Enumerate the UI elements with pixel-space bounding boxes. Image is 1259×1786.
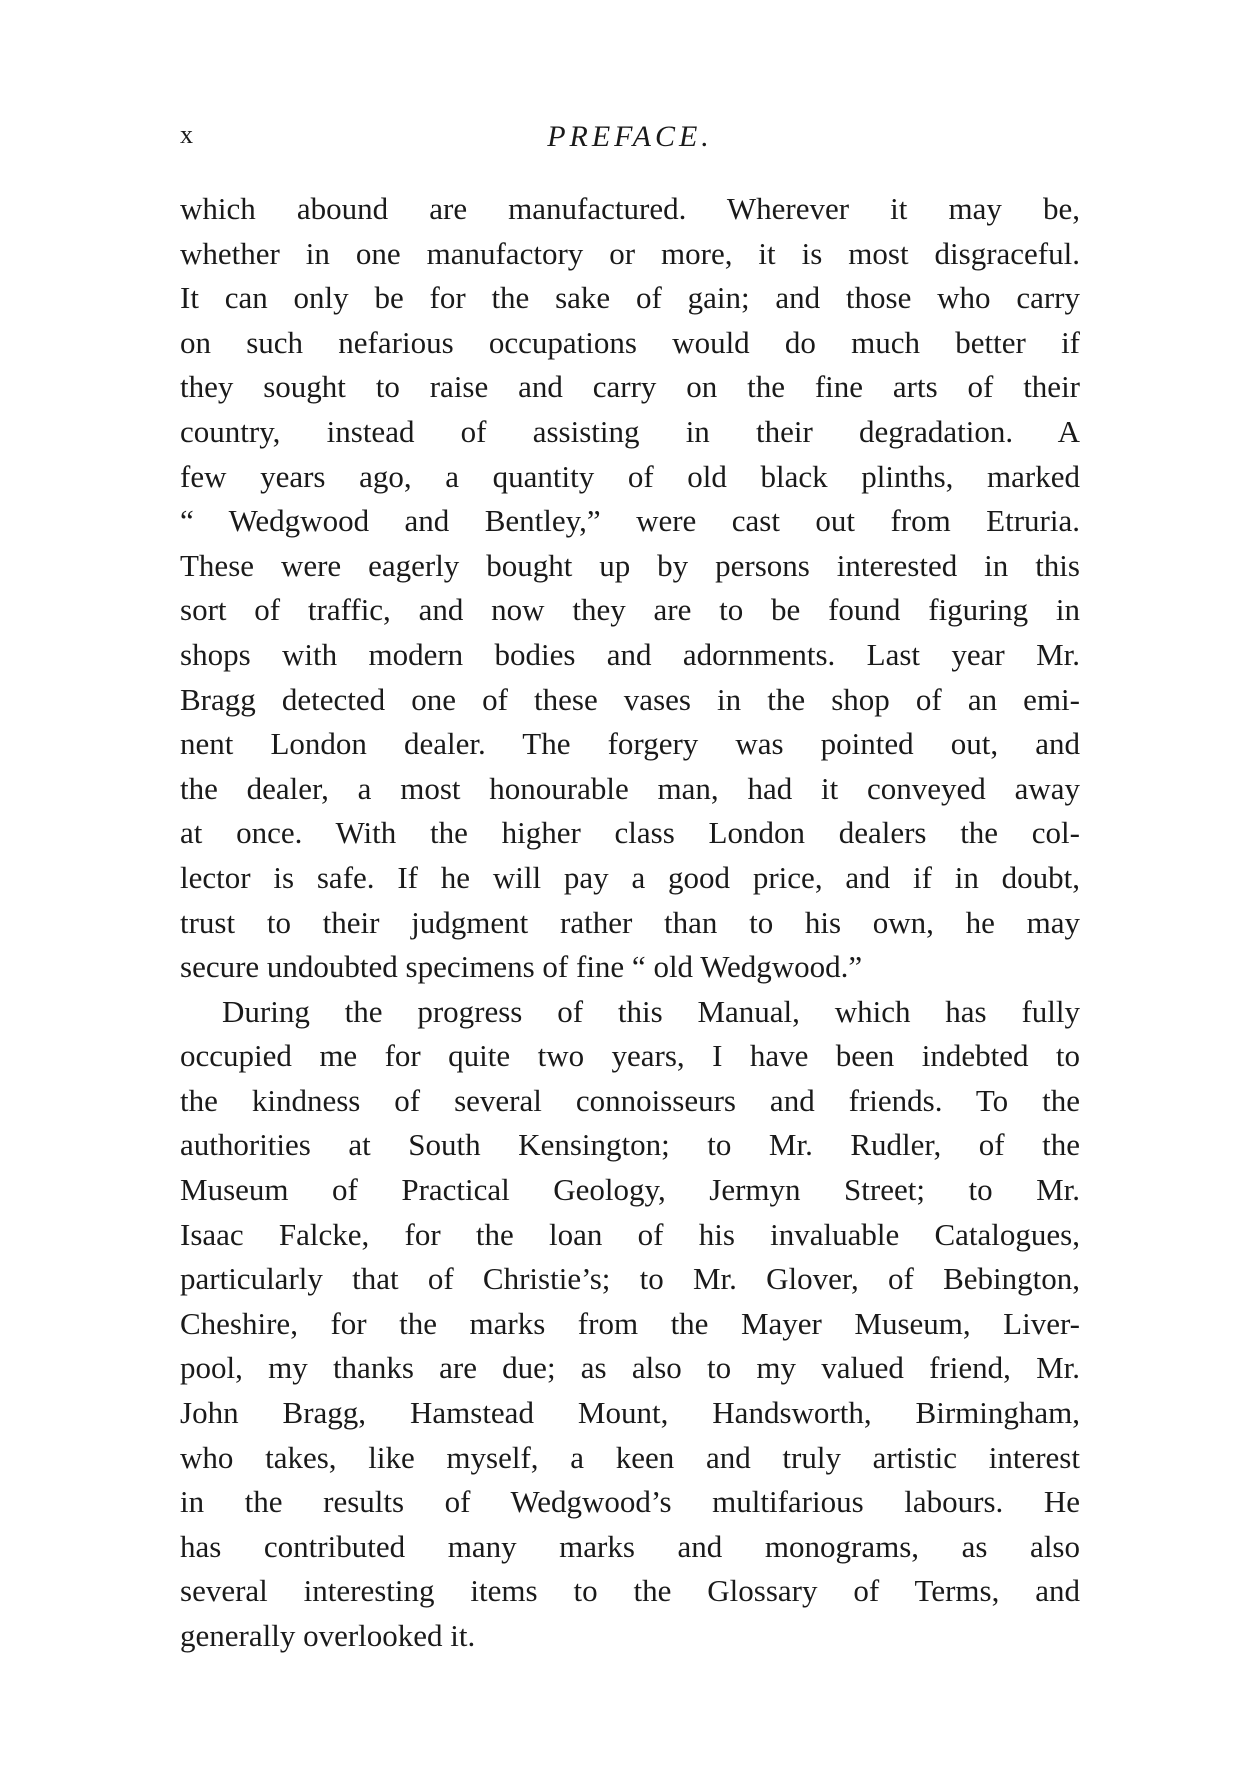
text-line: in the results of Wedgwood’s multifarious labours. He [180, 1484, 1080, 1520]
text-line: the dealer, a most honourable man, had it conveyed away [180, 770, 1080, 806]
text-line: During the progress of this Manual, which has fully [222, 993, 1080, 1029]
text-line: shops with modern bodies and adornments. Last year Mr. [180, 636, 1080, 672]
body-text [180, 187, 1080, 1659]
text-line: Cheshire, for the marks from the Mayer Museum, Liver- [180, 1305, 1080, 1341]
page-header [180, 120, 1080, 160]
text-line: generally overlooked it. [180, 1618, 476, 1653]
text-line: nent London dealer. The forgery was pointed out, and [180, 726, 1080, 762]
text-line: authorities at South Kensington; to Mr. Rudler, of the [180, 1127, 1080, 1163]
text-line: several interesting items to the Glossary of Terms, and [180, 1573, 1080, 1609]
text-line: has contributed many marks and monograms, as also [180, 1528, 1080, 1564]
text-line: trust to their judgment rather than to his own, he may [180, 904, 1080, 940]
text-line: occupied me for quite two years, I have been indebted to [180, 1038, 1080, 1074]
text-line: “ Wedgwood and Bentley,” were cast out from Etruria. [180, 503, 1080, 539]
page-number: x [180, 120, 194, 149]
text-line: particularly that of Christie’s; to Mr. Glover, of Bebington, [180, 1261, 1080, 1297]
text-line: at once. With the higher class London dealers the col- [180, 815, 1080, 851]
text-line: Isaac Falcke, for the loan of his invaluable Catalogues, [180, 1216, 1080, 1252]
text-line: few years ago, a quantity of old black plinths, marked [180, 458, 1080, 494]
text-line: It can only be for the sake of gain; and those who carry [180, 280, 1080, 316]
text-line: which abound are manufactured. Wherever it may be, [180, 191, 1080, 226]
text-line: they sought to raise and carry on the fine arts of their [180, 369, 1080, 405]
text-line: Bragg detected one of these vases in the shop of an emi- [180, 681, 1080, 717]
text-line: whether in one manufactory or more, it is most disgraceful. [180, 235, 1080, 271]
text-line: lector is safe. If he will pay a good price, and if in doubt, [180, 859, 1080, 895]
text-line: pool, my thanks are due; as also to my valued friend, Mr. [180, 1350, 1080, 1386]
running-head: PREFACE. [547, 120, 713, 153]
text-line: Museum of Practical Geology, Jermyn Street; to Mr. [180, 1172, 1080, 1208]
text-line: who takes, like myself, a keen and truly artistic interest [180, 1439, 1080, 1475]
text-line: These were eagerly bought up by persons interested in this [180, 547, 1080, 583]
text-line: country, instead of assisting in their degradation. A [180, 413, 1080, 449]
text-line: the kindness of several connoisseurs and friends. To the [180, 1082, 1080, 1118]
text-line: sort of traffic, and now they are to be found figuring in [180, 592, 1080, 628]
text-line: John Bragg, Hamstead Mount, Handsworth, Birmingham, [180, 1395, 1080, 1431]
text-line: secure undoubted specimens of fine “ old Wedgwood.” [180, 949, 863, 985]
text-line: on such nefarious occupations would do much better if [180, 324, 1080, 360]
